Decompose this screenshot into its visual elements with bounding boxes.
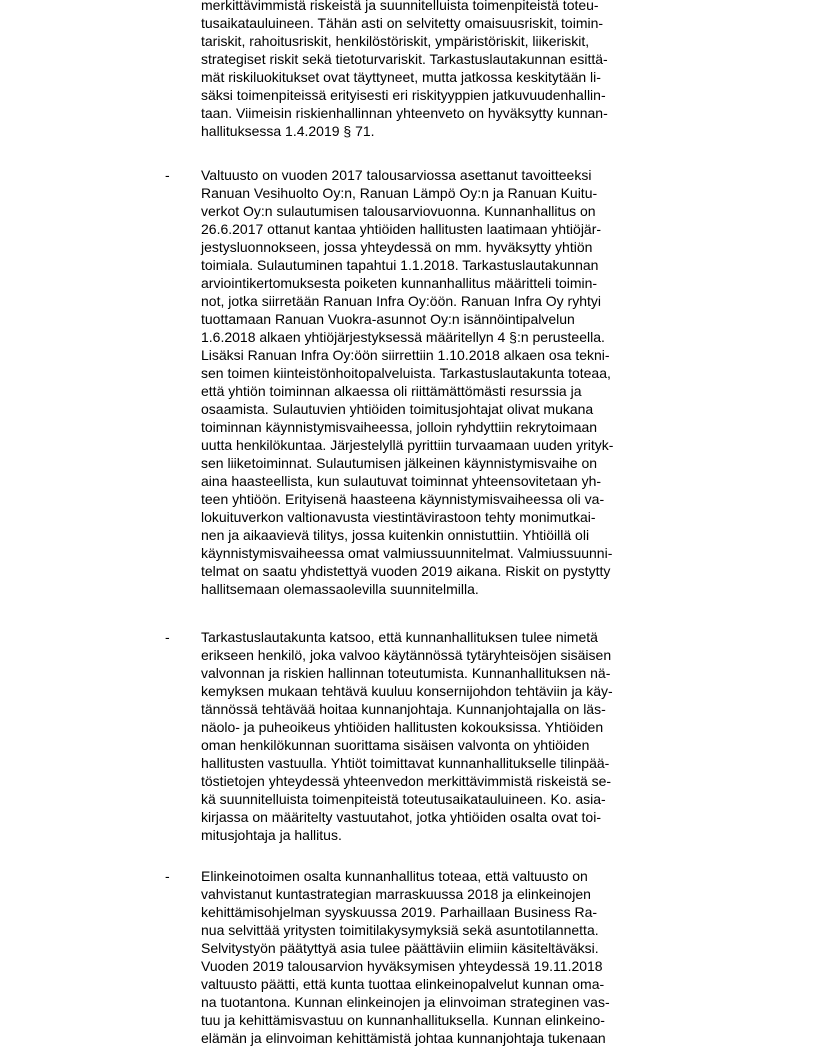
text-line: Vuoden 2019 talousarvion hyväksymisen yhteydessä 19.11.2018 [201,958,603,974]
text-line: kehittämisohjelman syyskuussa 2019. Parhaillaan Business Ra- [201,904,598,920]
text-line: toiminnan käynnistymisvaiheessa, jolloin ryhdyttiin rekrytoimaan [201,419,598,435]
bullet-dash: - [165,868,170,884]
text-line: oman henkilökunnan suorittama sisäisen valvonta on yhtiöiden [201,737,590,753]
text-line: kä suunnitelluista toimenpiteistä toteutusaikatauluineen. Ko. asia- [201,791,606,807]
text-line: hallituksessa 1.4.2019 § 71. [201,123,375,139]
paragraph-lines [201,628,613,844]
text-line: käynnistymisvaiheessa omat valmiussuunnitelmat. Valmiussuunni- [201,545,613,561]
text-line: taan. Viimeisin riskienhallinnan yhteenveto on hyväksytty kunnan- [201,105,608,121]
text-line: sen toimen kiinteistönhoitopalveluista. Tarkastuslautakunta toteaa, [201,365,611,381]
text-line: teen yhtiöön. Erityisenä haasteena käynnistymisvaiheessa oli va- [201,491,605,507]
text-line: töstietojen yhteydessä yhteenvedon merkittävimmistä riskeistä se- [201,773,612,789]
text-line: osaamista. Sulautuvien yhtiöiden toimitusjohtajat olivat mukana [201,401,594,417]
text-line: tariskit, rahoitusriskit, henkilöstöriskit, ympäristöriskit, liikeriskit, [201,33,590,49]
text-line: hallitusten vastuulla. Yhtiöt toimittavat kunnanhallitukselle tilinpää- [201,755,610,771]
text-line: verkot Oy:n sulautumisen talousarviovuonna. Kunnanhallitus on [201,203,596,219]
text-line: nen ja aikaavievä tilitys, jossa kuitenkin onnistuttiin. Yhtiöillä oli [201,527,590,543]
bullet-dash: - [165,629,170,645]
text-line: jestysluonnokseen, jossa yhteydessä on mm. hyväksytty yhtiön [201,239,593,255]
text-line: merkittävimmistä riskeistä ja suunnitelluista toimenpiteistä toteu- [201,0,599,13]
text-line: aina haasteellista, kun sulautuvat toiminnat yhteensovitetaan yh- [201,473,602,489]
text-line: not, jotka siirretään Ranuan Infra Oy:öön. Ranuan Infra Oy ryhtyi [201,293,601,309]
text-line: mitusjohtaja ja hallitus. [201,827,342,843]
text-line: kirjassa on määritelty vastuutahot, jotka yhtiöiden osalta ovat toi- [201,809,601,825]
text-line: nua selvittää yritysten toimitilakysymyksiä sekä asuntotilannetta. [201,922,599,938]
text-line: kemyksen mukaan tehtävä kuuluu konsernijohdon tehtäviin ja käy- [201,683,613,699]
text-line: Ranuan Vesihuolto Oy:n, Ranuan Lämpö Oy:n ja Ranuan Kuitu- [201,185,598,201]
text-line: sen liiketoiminnat. Sulautumisen jälkeinen käynnistymisvaihe on [201,455,598,471]
text-line: elämän ja elinvoiman kehittämistä johtaa kunnanjohtaja tukenaan [201,1030,606,1046]
text-line: mät riskiluokitukset ovat täyttyneet, mutta jatkossa keskitytään li- [201,69,601,85]
text-line: Lisäksi Ranuan Infra Oy:öön siirrettiin 1.10.2018 alkaen osa tekni- [201,347,610,363]
text-line: näolo- ja puheoikeus yhtiöiden hallitusten kokouksissa. Yhtiöiden [201,719,604,735]
text-line: Selvitystyön päätyttyä asia tulee päättäviin elimiin käsiteltäväksi. [201,940,599,956]
text-line: valtuusto päätti, että kunta tuottaa elinkeinopalvelut kunnan oma- [201,976,605,992]
text-line: tuu ja kehittämisvastuu on kunnanhallituksella. Kunnan elinkeino- [201,1012,605,1028]
text-line: säksi toimenpiteissä erityisesti eri riskityyppien jatkuvuudenhallin- [201,87,606,103]
text-line: 26.6.2017 ottanut kantaa yhtiöiden hallitusten laatimaan yhtiöjär- [201,221,602,237]
text-line: lokuituverkon valtionavusta viestintävirastoon tehty monimutkai- [201,509,596,525]
paragraph-lines [201,0,608,140]
text-line: strategiset riskit sekä tietoturvariskit. Tarkastuslautakunnan esittä- [201,51,608,67]
text-line: telmat on saatu yhdistettyä vuoden 2019 aikana. Riskit on pystytty [201,563,611,579]
bullet-dash: - [165,167,170,183]
text-line: toimiala. Sulautuminen tapahtui 1.1.2018. Tarkastuslautakunnan [201,257,599,273]
text-line: tusaikatauluineen. Tähän asti on selvitetty omaisuusriskit, toimin- [201,15,604,31]
text-line: Tarkastuslautakunta katsoo, että kunnanhallituksen tulee nimetä [201,629,598,645]
text-line: na tuotantona. Kunnan elinkeinojen ja elinvoiman strateginen vas- [201,994,610,1010]
paragraph-lines [201,166,613,598]
paragraph-lines [201,867,610,1047]
text-line: arviointikertomuksesta poiketen kunnanhallitus määritteli toimin- [201,275,598,291]
text-line: valvonnan ja riskien hallinnan toteutumista. Kunnanhallituksen nä- [201,665,611,681]
text-line: että yhtiön toiminnan alkaessa oli riittämättömästi resurssia ja [201,383,582,399]
text-line: tuottamaan Ranuan Vuokra-asunnot Oy:n isännöintipalvelun [201,311,575,327]
text-line: hallitsemaan olemassaolevilla suunnitelmilla. [201,581,479,597]
text-line: uutta henkilökuntaa. Järjestelyllä pyrittiin turvaamaan uuden yrityk- [201,437,614,453]
text-line: Elinkeinotoimen osalta kunnanhallitus toteaa, että valtuusto on [201,868,588,884]
text-line: erikseen henkilö, joka valvoo käytännössä tytäryhteisöjen sisäisen [201,647,612,663]
text-line: tännössä tehtävää hoitaa kunnanjohtaja. Kunnanjohtajalla on läs- [201,701,606,717]
text-line: Valtuusto on vuoden 2017 talousarviossa asettanut tavoitteeksi [201,167,592,183]
text-line: 1.6.2018 alkaen yhtiöjärjestyksessä määritellyn 4 §:n perusteella. [201,329,605,345]
text-line: vahvistanut kuntastrategian marraskuussa 2018 ja elinkeinojen [201,886,591,902]
